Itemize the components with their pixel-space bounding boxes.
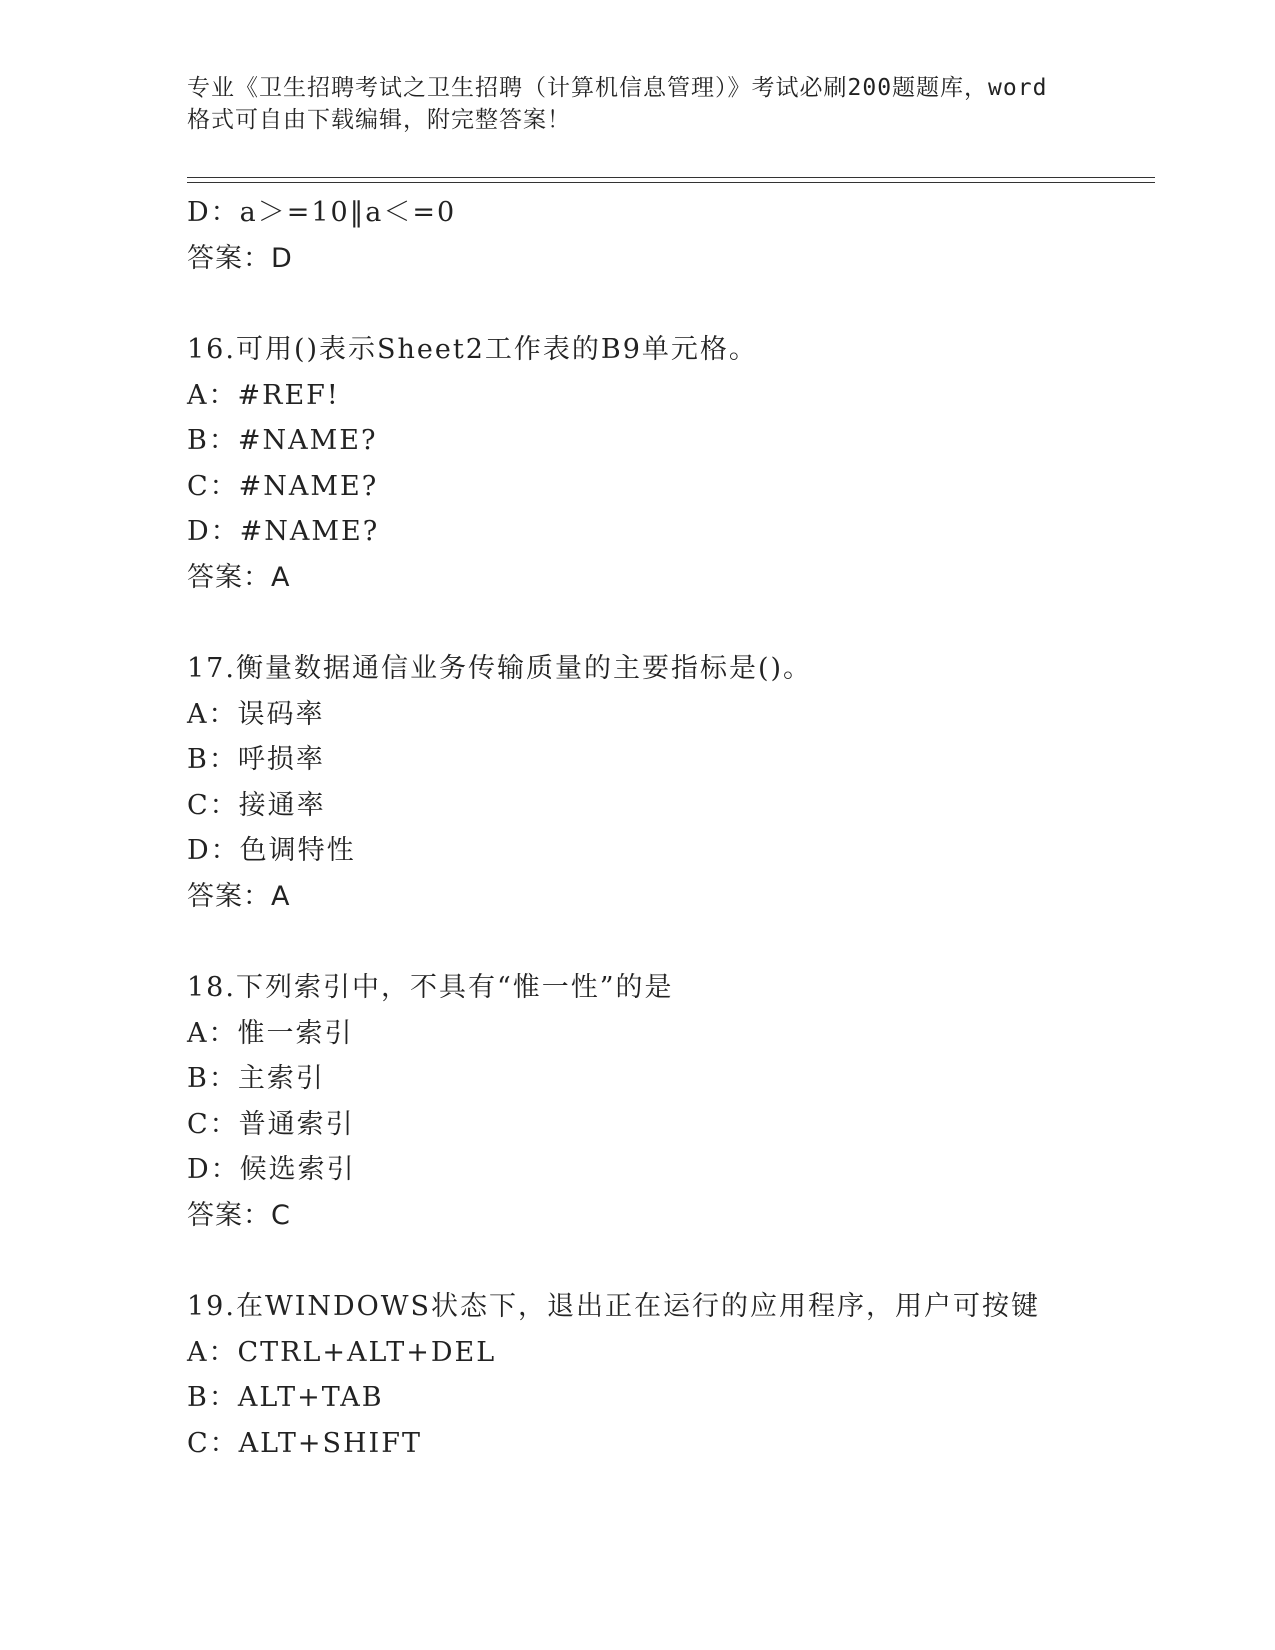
option-b: B：ALT+TAB bbox=[187, 1382, 384, 1413]
spacer bbox=[187, 600, 1147, 646]
question-block-16 bbox=[187, 327, 1147, 600]
header-title-line-1: 专业《卫生招聘考试之卫生招聘（计算机信息管理）》考试必刷200题题库，word bbox=[187, 75, 1048, 101]
option-a: A：误码率 bbox=[187, 698, 325, 730]
spacer bbox=[187, 1238, 1147, 1284]
question-block-15 bbox=[187, 190, 1147, 281]
question-stem: 19.在WINDOWS状态下，退出正在运行的应用程序，用户可按键 bbox=[187, 1291, 1041, 1322]
option-d: D：a＞=10‖a＜=0 bbox=[187, 197, 457, 228]
option-c: C：接通率 bbox=[187, 789, 326, 821]
answer-line: 答案：A bbox=[187, 561, 291, 593]
header-divider-top bbox=[187, 177, 1155, 178]
question-stem: 17.衡量数据通信业务传输质量的主要指标是()。 bbox=[187, 653, 813, 684]
spacer bbox=[187, 281, 1147, 327]
document-header bbox=[187, 72, 1087, 136]
option-c: C：ALT+SHIFT bbox=[187, 1427, 422, 1459]
option-c: C：#NAME? bbox=[187, 470, 379, 502]
header-divider-bottom bbox=[187, 182, 1155, 183]
answer-line: 答案：D bbox=[187, 242, 293, 274]
question-block-18 bbox=[187, 965, 1147, 1238]
option-a: A：惟一索引 bbox=[187, 1017, 354, 1049]
option-c: C：普通索引 bbox=[187, 1108, 355, 1140]
spacer bbox=[187, 919, 1147, 965]
answer-line: 答案：A bbox=[187, 880, 291, 912]
option-d: D：色调特性 bbox=[187, 835, 356, 866]
option-a: A：CTRL+ALT+DEL bbox=[187, 1336, 497, 1368]
question-block-17 bbox=[187, 646, 1147, 919]
option-d: D：候选索引 bbox=[187, 1154, 356, 1185]
option-d: D：#NAME? bbox=[187, 516, 380, 547]
question-stem: 18.下列索引中，不具有“惟一性”的是 bbox=[187, 972, 674, 1003]
header-title-line-2: 格式可自由下载编辑，附完整答案！ bbox=[187, 107, 571, 133]
question-block-19 bbox=[187, 1284, 1147, 1466]
question-stem: 16.可用()表示Sheet2工作表的B9单元格。 bbox=[187, 334, 758, 365]
question-list bbox=[187, 190, 1147, 1466]
option-b: B：主索引 bbox=[187, 1063, 325, 1094]
option-b: B：#NAME? bbox=[187, 425, 378, 456]
answer-line: 答案：C bbox=[187, 1199, 291, 1231]
option-b: B：呼损率 bbox=[187, 744, 325, 775]
option-a: A：#REF! bbox=[187, 379, 340, 411]
